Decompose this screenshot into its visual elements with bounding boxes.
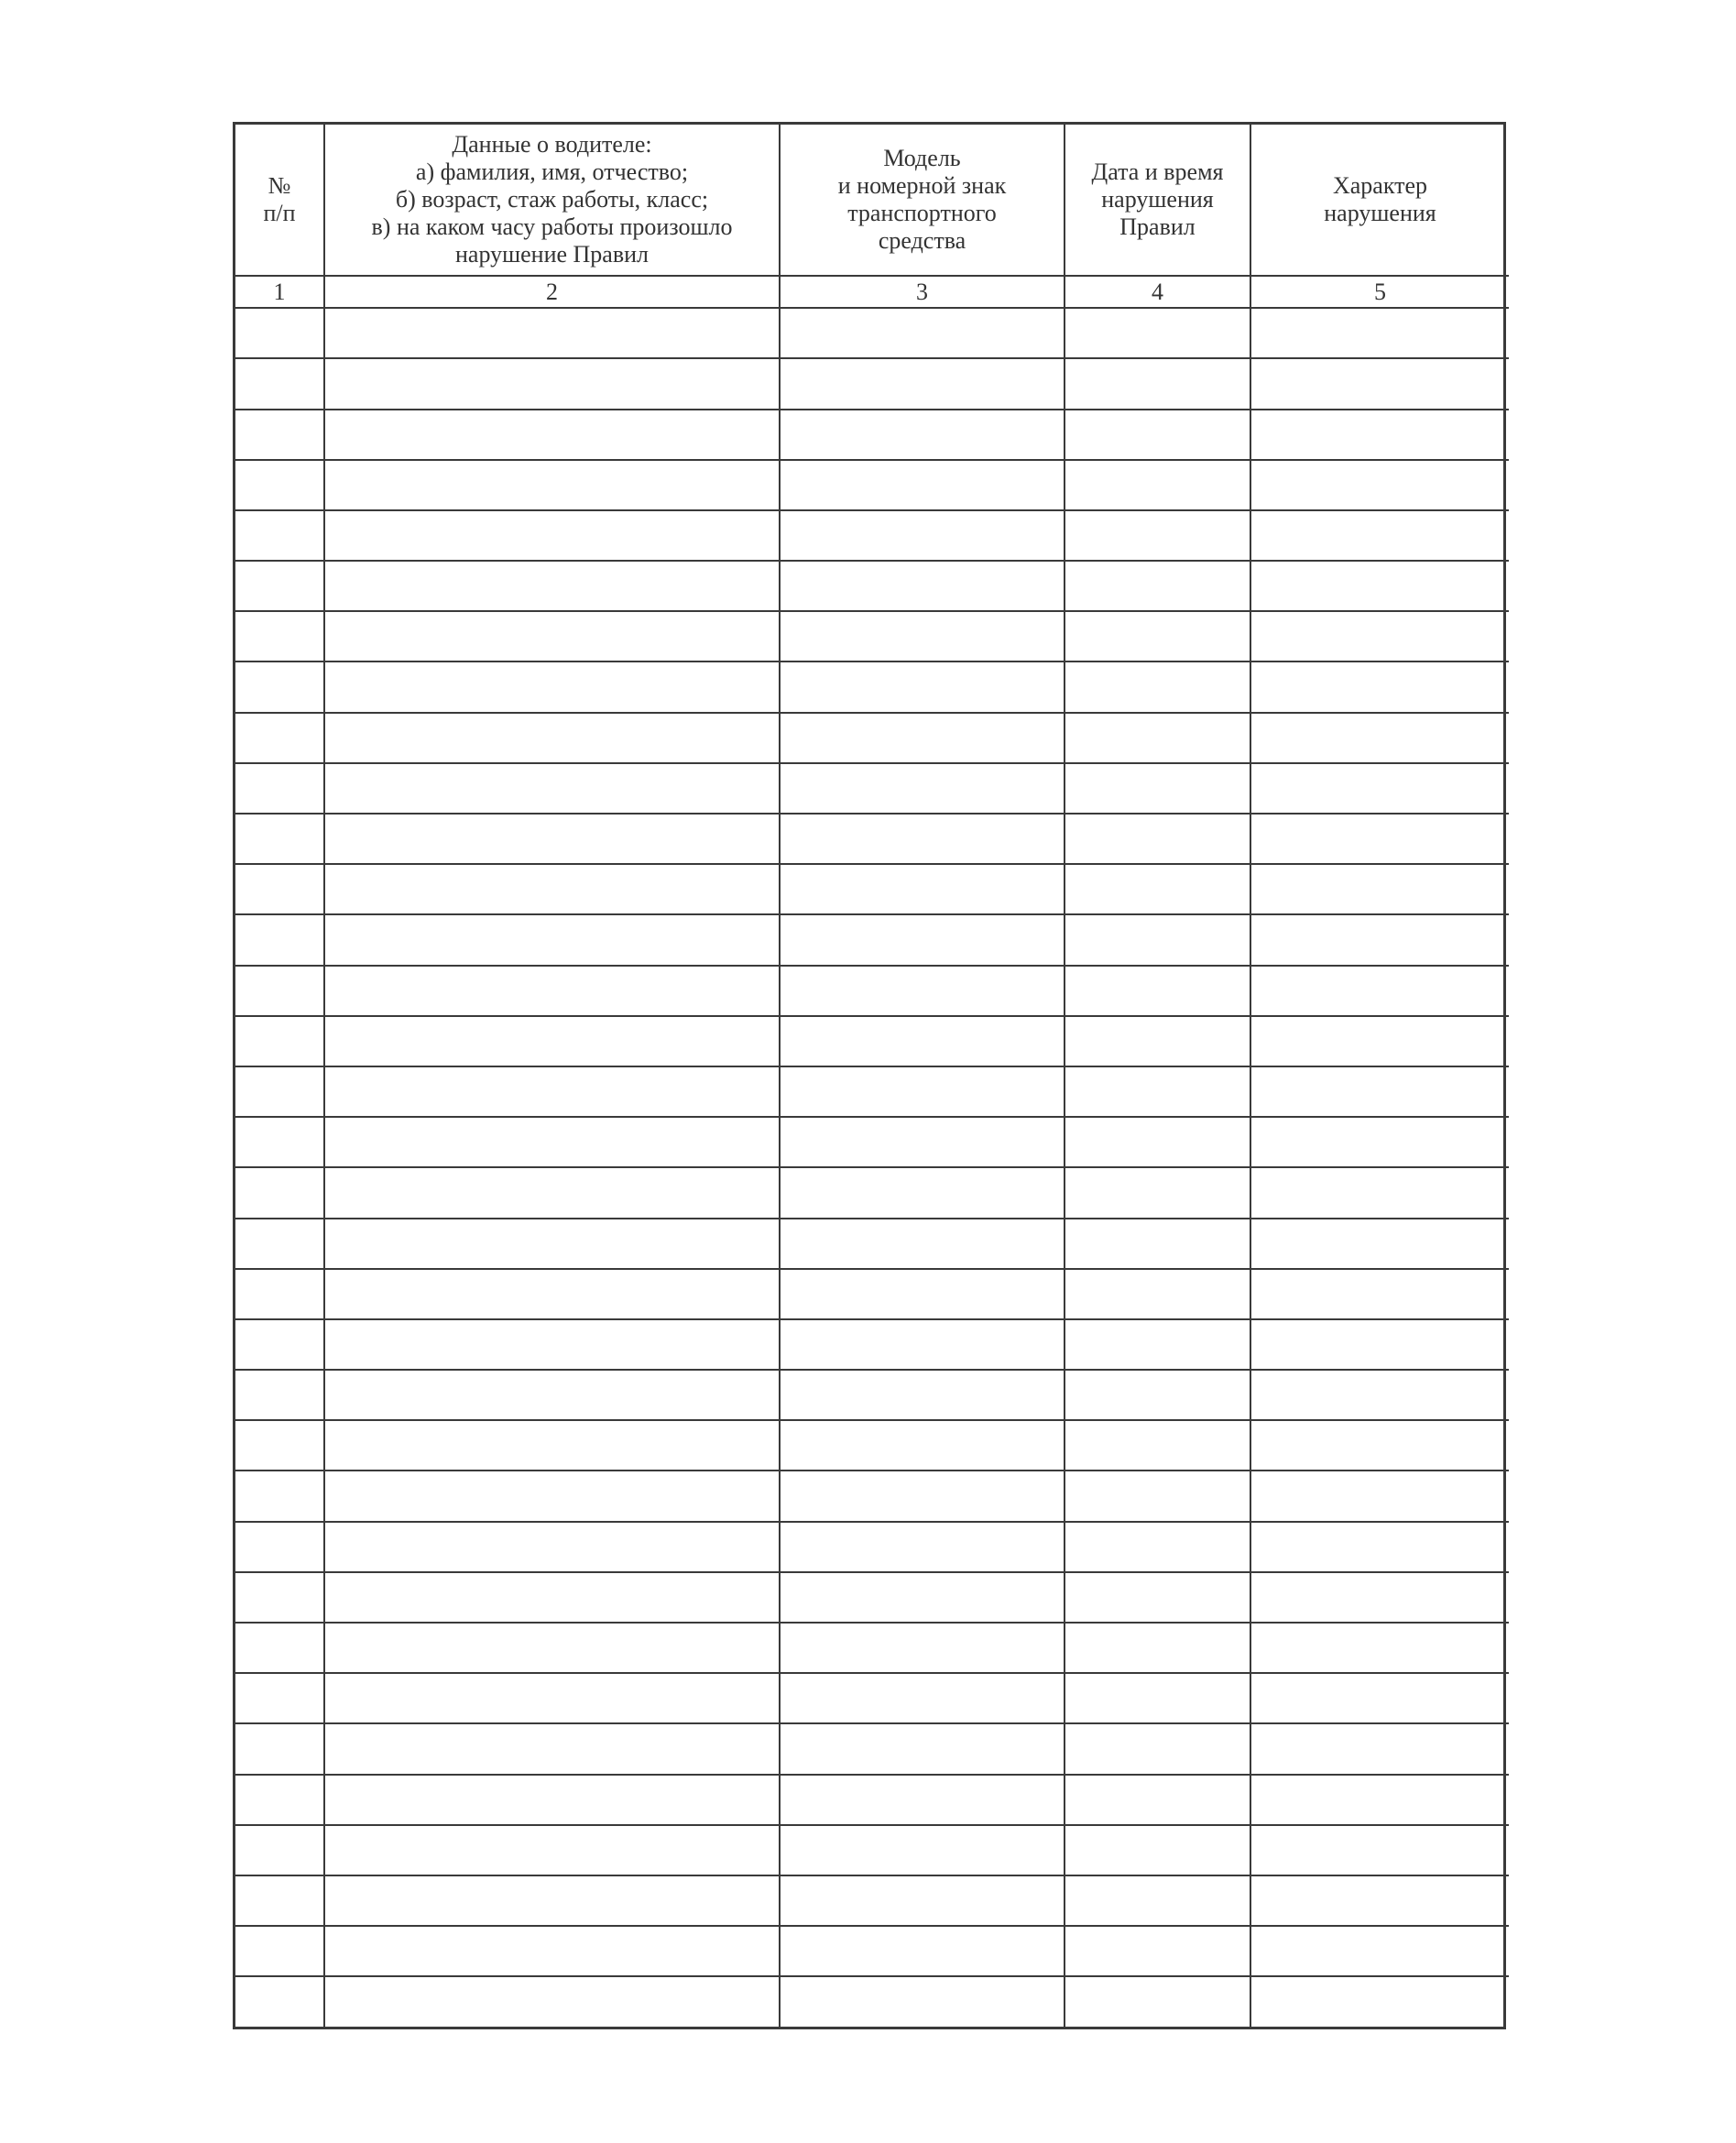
empty-cell: [324, 1673, 780, 1723]
empty-cell: [1250, 1775, 1509, 1825]
empty-cell: [235, 1269, 324, 1319]
empty-cell: [780, 561, 1065, 611]
header-col-driver-data: [324, 125, 780, 276]
empty-cell: [780, 510, 1065, 561]
empty-cell: [324, 966, 780, 1016]
empty-cell: [1065, 1875, 1250, 1926]
empty-cell: [1250, 460, 1509, 510]
table-row: [235, 1976, 1509, 2027]
header-line: транспортного: [847, 200, 997, 226]
empty-cell: [324, 1522, 780, 1572]
empty-cell: [324, 1471, 780, 1521]
empty-cell: [324, 1269, 780, 1319]
empty-cell: [324, 1066, 780, 1117]
empty-cell: [324, 1167, 780, 1218]
table-row: [235, 966, 1509, 1016]
empty-cell: [780, 611, 1065, 661]
empty-cell: [235, 1219, 324, 1269]
empty-cell: [1065, 410, 1250, 460]
empty-cell: [1065, 966, 1250, 1016]
table-row: [235, 1370, 1509, 1420]
empty-cell: [324, 1825, 780, 1875]
empty-cell: [1250, 1117, 1509, 1167]
empty-cell: [1250, 661, 1509, 712]
empty-cell: [235, 510, 324, 561]
header-line: нарушение Правил: [454, 241, 650, 268]
table-row: [235, 914, 1509, 965]
empty-cell: [1250, 1723, 1509, 1774]
empty-cell: [1065, 1723, 1250, 1774]
table-row: [235, 1926, 1509, 1976]
empty-cell: [1065, 1319, 1250, 1370]
header-col-number: [235, 125, 324, 276]
empty-cell: [324, 561, 780, 611]
empty-cell: [1250, 1926, 1509, 1976]
table-row: [235, 611, 1509, 661]
empty-cell: [1250, 1269, 1509, 1319]
empty-cell: [1065, 1775, 1250, 1825]
table-row: [235, 1319, 1509, 1370]
column-number: 3: [780, 276, 1065, 308]
table-row: [235, 1066, 1509, 1117]
empty-cell: [780, 1623, 1065, 1673]
empty-cell: [780, 358, 1065, 409]
empty-cell: [780, 1471, 1065, 1521]
empty-cell: [1250, 1319, 1509, 1370]
empty-cell: [324, 914, 780, 965]
empty-cell: [780, 1976, 1065, 2027]
empty-cell: [1065, 1522, 1250, 1572]
empty-cell: [324, 864, 780, 914]
empty-cell: [780, 1522, 1065, 1572]
header-line: Правил: [1119, 213, 1196, 240]
empty-cell: [1250, 561, 1509, 611]
empty-cell: [235, 814, 324, 864]
empty-cell: [1250, 1471, 1509, 1521]
column-number: 2: [324, 276, 780, 308]
empty-cell: [1250, 1016, 1509, 1066]
table-row: [235, 1522, 1509, 1572]
empty-cell: [1065, 1926, 1250, 1976]
empty-cell: [1065, 1219, 1250, 1269]
empty-cell: [1250, 510, 1509, 561]
header-line: а) фамилия, имя, отчество;: [415, 159, 689, 185]
empty-cell: [1250, 1572, 1509, 1623]
header-line: Характер: [1332, 172, 1428, 199]
empty-cell: [1250, 864, 1509, 914]
empty-cell: [235, 561, 324, 611]
empty-cell: [1250, 308, 1509, 358]
empty-cell: [1065, 1016, 1250, 1066]
empty-cell: [324, 1623, 780, 1673]
empty-cell: [1250, 914, 1509, 965]
table-row: [235, 1016, 1509, 1066]
table-row: [235, 1471, 1509, 1521]
empty-cell: [1065, 763, 1250, 814]
empty-cell: [324, 713, 780, 763]
empty-cell: [780, 713, 1065, 763]
empty-cell: [780, 661, 1065, 712]
empty-cell: [780, 1723, 1065, 1774]
header-row: [235, 125, 1509, 276]
empty-cell: [1065, 1673, 1250, 1723]
empty-cell: [235, 1522, 324, 1572]
empty-cell: [1065, 1420, 1250, 1471]
header-line: б) возраст, стаж работы, класс;: [395, 186, 709, 213]
header-line: Дата и время: [1091, 159, 1224, 185]
table-row: [235, 308, 1509, 358]
empty-cell: [1065, 1117, 1250, 1167]
empty-cell: [235, 1775, 324, 1825]
column-number: 1: [235, 276, 324, 308]
table-row: [235, 410, 1509, 460]
empty-cell: [780, 1875, 1065, 1926]
empty-cell: [324, 1016, 780, 1066]
empty-cell: [1250, 1370, 1509, 1420]
header-line: средства: [878, 227, 966, 254]
empty-cell: [780, 864, 1065, 914]
empty-cell: [324, 460, 780, 510]
table-row: [235, 1269, 1509, 1319]
empty-cell: [1250, 1219, 1509, 1269]
empty-cell: [235, 1319, 324, 1370]
empty-cell: [235, 1016, 324, 1066]
violations-log-table: [235, 125, 1509, 2027]
empty-cell: [1250, 1825, 1509, 1875]
empty-cell: [324, 410, 780, 460]
empty-cell: [780, 966, 1065, 1016]
empty-cell: [235, 914, 324, 965]
header-line: Данные о водителе:: [452, 131, 652, 158]
empty-cell: [324, 1420, 780, 1471]
header-line: п/п: [263, 200, 296, 226]
table-row: [235, 1117, 1509, 1167]
header-line: нарушения: [1324, 200, 1436, 226]
empty-cell: [1065, 358, 1250, 409]
empty-cell: [1065, 661, 1250, 712]
empty-cell: [235, 1471, 324, 1521]
empty-cell: [235, 611, 324, 661]
empty-cell: [324, 358, 780, 409]
empty-cell: [324, 308, 780, 358]
empty-cell: [1250, 1066, 1509, 1117]
table-row: [235, 1219, 1509, 1269]
empty-cell: [1065, 1623, 1250, 1673]
empty-cell: [1065, 561, 1250, 611]
empty-cell: [324, 1976, 780, 2027]
empty-cell: [1065, 1269, 1250, 1319]
empty-cell: [324, 1117, 780, 1167]
empty-cell: [780, 1167, 1065, 1218]
empty-cell: [780, 460, 1065, 510]
empty-cell: [235, 1623, 324, 1673]
empty-cell: [1065, 510, 1250, 561]
violations-log-form: [233, 122, 1506, 2029]
empty-cell: [1065, 864, 1250, 914]
header-line: в) на каком часу работы произошло: [371, 213, 733, 240]
table-row: [235, 1623, 1509, 1673]
empty-cell: [780, 308, 1065, 358]
empty-cell: [1250, 1673, 1509, 1723]
empty-cell: [235, 1825, 324, 1875]
empty-cell: [324, 611, 780, 661]
empty-cell: [324, 814, 780, 864]
table-row: [235, 1723, 1509, 1774]
table-row: [235, 561, 1509, 611]
empty-cell: [324, 1219, 780, 1269]
empty-cell: [1065, 814, 1250, 864]
empty-cell: [1065, 1370, 1250, 1420]
empty-cell: [780, 410, 1065, 460]
empty-cell: [780, 1117, 1065, 1167]
empty-cell: [324, 1723, 780, 1774]
empty-cell: [1065, 1976, 1250, 2027]
empty-cell: [1250, 358, 1509, 409]
empty-cell: [235, 460, 324, 510]
empty-cell: [235, 713, 324, 763]
empty-cell: [780, 1269, 1065, 1319]
header-line: и номерной знак: [837, 172, 1007, 199]
empty-cell: [780, 1420, 1065, 1471]
empty-cell: [780, 1572, 1065, 1623]
empty-cell: [1250, 1522, 1509, 1572]
empty-cell: [1065, 1471, 1250, 1521]
empty-cell: [235, 661, 324, 712]
empty-cell: [1250, 611, 1509, 661]
empty-cell: [235, 1673, 324, 1723]
column-number-row: [235, 276, 1509, 308]
table-row: [235, 358, 1509, 409]
table-row: [235, 763, 1509, 814]
empty-cell: [235, 1976, 324, 2027]
empty-cell: [780, 1066, 1065, 1117]
empty-cell: [235, 1117, 324, 1167]
empty-cell: [235, 410, 324, 460]
empty-cell: [780, 1219, 1065, 1269]
header-line: №: [267, 172, 291, 199]
table-row: [235, 1572, 1509, 1623]
empty-cell: [1250, 1976, 1509, 2027]
table-row: [235, 814, 1509, 864]
header-line: Модель: [883, 145, 961, 171]
empty-cell: [324, 1775, 780, 1825]
empty-cell: [780, 1825, 1065, 1875]
empty-cell: [1250, 1623, 1509, 1673]
empty-cell: [780, 914, 1065, 965]
empty-cell: [235, 1572, 324, 1623]
empty-cell: [1250, 410, 1509, 460]
empty-cell: [235, 1420, 324, 1471]
empty-cell: [780, 1319, 1065, 1370]
column-number: 4: [1065, 276, 1250, 308]
column-number: 5: [1250, 276, 1509, 308]
empty-cell: [235, 1066, 324, 1117]
empty-cell: [1065, 611, 1250, 661]
table-row: [235, 1825, 1509, 1875]
empty-cell: [780, 1926, 1065, 1976]
empty-cell: [1065, 914, 1250, 965]
empty-cell: [780, 763, 1065, 814]
empty-cell: [1065, 1572, 1250, 1623]
empty-cell: [1250, 966, 1509, 1016]
header-col-date-time: [1065, 125, 1250, 276]
empty-cell: [780, 1016, 1065, 1066]
empty-cell: [324, 763, 780, 814]
empty-cell: [1065, 460, 1250, 510]
table-row: [235, 713, 1509, 763]
empty-cell: [1065, 1167, 1250, 1218]
table-row: [235, 864, 1509, 914]
empty-cell: [324, 1319, 780, 1370]
empty-cell: [1065, 308, 1250, 358]
header-col-violation-type: [1250, 125, 1509, 276]
empty-cell: [324, 1572, 780, 1623]
table-row: [235, 1673, 1509, 1723]
empty-cell: [235, 1167, 324, 1218]
table-row: [235, 1420, 1509, 1471]
empty-cell: [1250, 1875, 1509, 1926]
empty-cell: [1250, 713, 1509, 763]
empty-cell: [235, 1370, 324, 1420]
empty-cell: [1250, 814, 1509, 864]
empty-cell: [780, 1370, 1065, 1420]
empty-cell: [235, 358, 324, 409]
empty-cell: [1250, 1167, 1509, 1218]
table-row: [235, 1775, 1509, 1825]
empty-cell: [1065, 1066, 1250, 1117]
empty-cell: [780, 1673, 1065, 1723]
empty-cell: [324, 1926, 780, 1976]
table-row: [235, 1167, 1509, 1218]
empty-cell: [235, 966, 324, 1016]
empty-cell: [324, 1370, 780, 1420]
empty-cell: [235, 1875, 324, 1926]
empty-cell: [324, 510, 780, 561]
table-row: [235, 460, 1509, 510]
header-col-vehicle: [780, 125, 1065, 276]
empty-cell: [324, 1875, 780, 1926]
empty-cell: [235, 763, 324, 814]
table-row: [235, 510, 1509, 561]
empty-cell: [235, 864, 324, 914]
empty-cell: [235, 308, 324, 358]
table-row: [235, 1875, 1509, 1926]
empty-cell: [1065, 713, 1250, 763]
empty-cell: [1250, 763, 1509, 814]
empty-cell: [1250, 1420, 1509, 1471]
header-line: нарушения: [1101, 186, 1214, 213]
empty-cell: [235, 1723, 324, 1774]
table-row: [235, 661, 1509, 712]
empty-cell: [780, 814, 1065, 864]
empty-cell: [324, 661, 780, 712]
empty-cell: [780, 1775, 1065, 1825]
empty-cell: [1065, 1825, 1250, 1875]
empty-cell: [235, 1926, 324, 1976]
